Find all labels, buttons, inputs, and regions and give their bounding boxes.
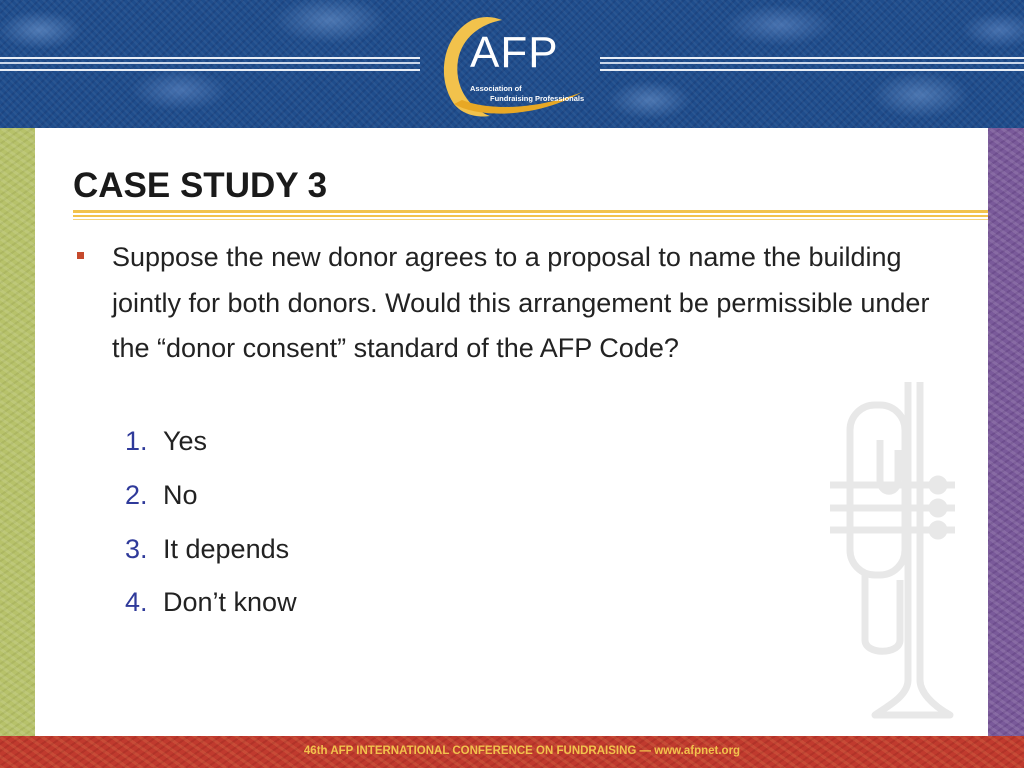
option-label: Yes — [163, 426, 208, 456]
logo-subtitle-line1: Association of — [470, 84, 522, 93]
slide-title: CASE STUDY 3 — [73, 166, 328, 205]
logo-wordmark: AFP — [470, 28, 559, 77]
option-label: It depends — [163, 534, 290, 564]
bullet-square-icon — [77, 252, 84, 259]
footer-text: 46th AFP INTERNATIONAL CONFERENCE ON FUNDRAISING — www.afpnet.org — [303, 745, 741, 757]
title-divider — [73, 210, 988, 220]
option-number: 4. — [125, 587, 148, 617]
logo-subtitle-line2: Fundraising Professionals — [490, 94, 585, 103]
option-number: 3. — [125, 534, 148, 564]
option-item — [125, 587, 297, 618]
trumpet-watermark-icon — [820, 380, 970, 720]
option-number: 1. — [125, 426, 148, 456]
option-label: No — [163, 480, 198, 510]
case-question-text: Suppose the new donor agrees to a proposal to name the building jointly for both donors. Would this arrangement be permissible under the “donor consent” standard of the AFP Code? — [112, 242, 930, 363]
option-item — [125, 426, 207, 457]
header-stripe-left — [0, 57, 420, 71]
option-item — [125, 480, 198, 511]
left-border-texture — [0, 128, 35, 736]
header-stripe-right — [600, 57, 1024, 71]
option-label: Don’t know — [163, 587, 297, 617]
right-border-texture — [988, 128, 1024, 736]
option-item — [125, 534, 289, 565]
option-number: 2. — [125, 480, 148, 510]
